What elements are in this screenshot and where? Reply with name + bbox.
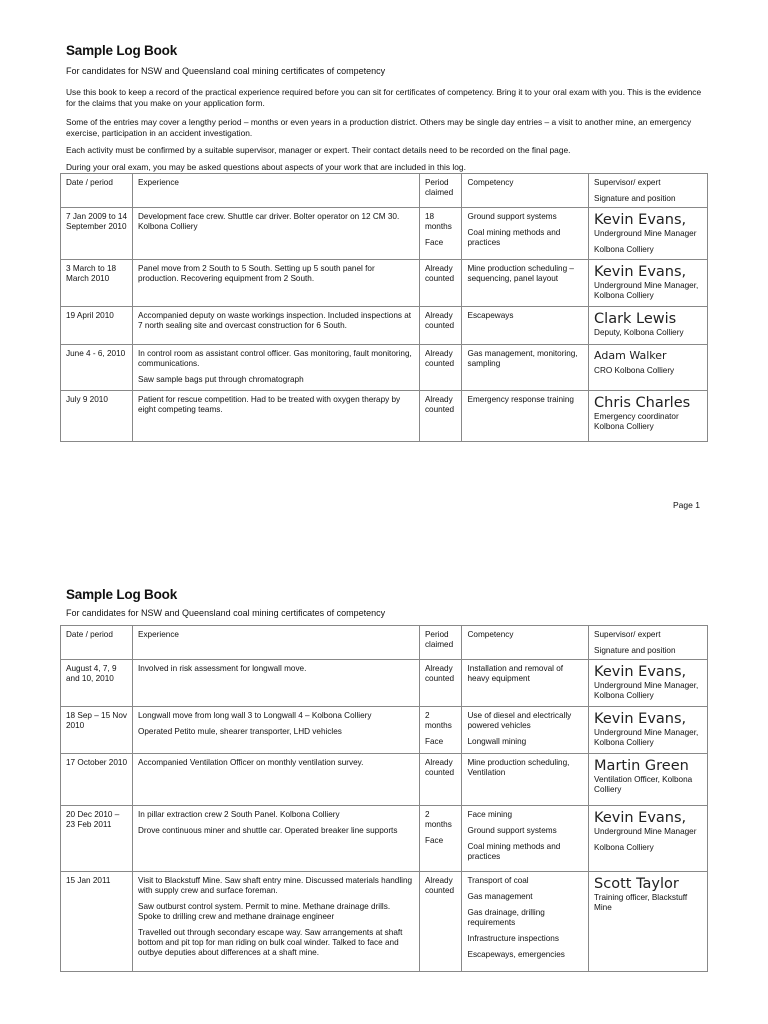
row-supervisor	[589, 391, 708, 442]
competency-line: Gas drainage, drilling requirements	[467, 908, 545, 927]
row-date: June 4 - 6, 2010	[61, 345, 133, 391]
competency-line: Use of diesel and electrically powered vehicles	[467, 711, 572, 730]
supervisor-position: Emergency coordinator Kolbona Colliery	[594, 412, 679, 431]
experience-line: Operated Petito mule, shearer transporter, LHD vehicles	[138, 727, 342, 736]
row-date: August 4, 7, 9 and 10, 2010	[61, 660, 133, 707]
table-header-row	[61, 626, 708, 660]
period-line: Already counted	[424, 758, 455, 777]
document-page-2	[0, 560, 768, 1024]
supervisor-position: Kolbona Colliery	[594, 245, 654, 254]
experience-line: Accompanied deputy on waste workings inspection. Included inspections at 7 north sealing site and overcast construction for 6 South.	[138, 311, 412, 330]
row-period	[419, 208, 462, 260]
row-experience	[133, 806, 420, 872]
row-competency	[462, 707, 589, 754]
period-line: 2 months	[424, 711, 452, 730]
row-supervisor	[589, 307, 708, 345]
table-row	[61, 391, 708, 442]
entries-paragraph: Some of the entries may cover a lengthy period – months or even years in a production district. Others may be single day entries – a visit to another mine, an emergency exercise, participation in an accident investigation.	[66, 117, 692, 138]
supervisor-position: Training officer, Blackstuff Mine	[594, 893, 688, 912]
table-header-row	[61, 174, 708, 208]
header-date: Date / period	[61, 174, 133, 208]
period-line: Face	[424, 737, 444, 746]
supervisor-signature: Clark Lewis	[594, 311, 677, 327]
table-row	[61, 872, 708, 972]
header-supervisor	[589, 174, 708, 208]
supervisor-signature: Kevin Evans,	[594, 711, 687, 727]
period-line: Face	[424, 836, 444, 845]
row-period	[419, 307, 462, 345]
row-date: 18 Sep – 15 Nov 2010	[61, 707, 133, 754]
competency-line: Ground support systems	[467, 212, 557, 221]
row-experience	[133, 307, 420, 345]
competency-line: Gas management	[467, 892, 533, 901]
experience-line: Panel move from 2 South to 5 South. Setting up 5 south panel for production. Recovering equipment from 2 South.	[138, 264, 375, 283]
row-experience	[133, 208, 420, 260]
row-date: 3 March to 18 March 2010	[61, 260, 133, 307]
page-title: Sample Log Book	[66, 43, 178, 58]
experience-line: Accompanied Ventilation Officer on monthly ventilation survey.	[138, 758, 364, 767]
experience-line: Patient for rescue competition. Had to be treated with oxygen therapy by eight competing teams.	[138, 395, 401, 414]
experience-line: In control room as assistant control officer. Gas monitoring, fault monitoring, communications.	[138, 349, 412, 368]
page-number: Page 1	[673, 500, 700, 510]
header-competency: Competency	[462, 174, 589, 208]
row-supervisor	[589, 707, 708, 754]
supervisor-signature: Kevin Evans,	[594, 212, 687, 228]
competency-line: Emergency response training	[467, 395, 574, 404]
supervisor-signature: Kevin Evans,	[594, 264, 687, 280]
table-row	[61, 307, 708, 345]
competency-line: Face mining	[467, 810, 513, 819]
table-row	[61, 345, 708, 391]
row-period	[419, 345, 462, 391]
supervisor-position: Underground Mine Manager	[594, 229, 697, 238]
period-line: Already counted	[424, 664, 455, 683]
row-competency	[462, 872, 589, 972]
log-table	[60, 625, 708, 972]
page-title: Sample Log Book	[66, 587, 178, 602]
experience-line: Drove continuous miner and shuttle car. Operated breaker line supports	[138, 826, 398, 835]
header-experience: Experience	[133, 174, 420, 208]
row-date: 17 October 2010	[61, 754, 133, 806]
competency-line: Ground support systems	[467, 826, 557, 835]
supervisor-position: Underground Mine Manager, Kolbona Colliery	[594, 728, 699, 747]
row-supervisor	[589, 660, 708, 707]
row-experience	[133, 754, 420, 806]
competency-line: Transport of coal	[467, 876, 529, 885]
header-competency: Competency	[462, 626, 589, 660]
period-line: Face	[424, 238, 444, 247]
row-period	[419, 872, 462, 972]
supervisor-signature: Chris Charles	[594, 395, 691, 411]
competency-line: Coal mining methods and practices	[467, 228, 561, 247]
row-competency	[462, 754, 589, 806]
table-row	[61, 754, 708, 806]
row-date: 19 April 2010	[61, 307, 133, 345]
row-date: 7 Jan 2009 to 14 September 2010	[61, 208, 133, 260]
experience-line: In pillar extraction crew 2 South Panel. Kolbona Colliery	[138, 810, 340, 819]
confirmation-paragraph: Each activity must be confirmed by a suitable supervisor, manager or expert. Their contact details need to be recorded on the final page.	[66, 145, 571, 155]
row-competency	[462, 806, 589, 872]
header-supervisor-sub: Signature and position	[594, 194, 676, 203]
table-row	[61, 260, 708, 307]
row-supervisor	[589, 872, 708, 972]
row-competency	[462, 391, 589, 442]
supervisor-position: Underground Mine Manager, Kolbona Colliery	[594, 681, 699, 700]
row-experience	[133, 345, 420, 391]
experience-line: Travelled out through secondary escape way. Saw arrangements at shaft bottom and pit top for man riding on bulk coal winder. Talked to face and outbye deputies about differences at a shaft mine.	[138, 928, 403, 957]
row-competency	[462, 208, 589, 260]
competency-line: Escapeways, emergencies	[467, 950, 565, 959]
row-competency	[462, 307, 589, 345]
row-date: 20 Dec 2010 – 23 Feb 2011	[61, 806, 133, 872]
competency-line: Gas management, monitoring, sampling	[467, 349, 578, 368]
row-supervisor	[589, 208, 708, 260]
row-supervisor	[589, 806, 708, 872]
header-period: Period claimed	[419, 626, 462, 660]
row-period	[419, 707, 462, 754]
row-date: July 9 2010	[61, 391, 133, 442]
period-line: Already counted	[424, 311, 455, 330]
period-line: Already counted	[424, 264, 455, 283]
competency-line: Installation and removal of heavy equipment	[467, 664, 564, 683]
header-supervisor-sub: Signature and position	[594, 646, 676, 655]
header-period: Period claimed	[419, 174, 462, 208]
competency-line: Coal mining methods and practices	[467, 842, 561, 861]
row-period	[419, 754, 462, 806]
table-row	[61, 208, 708, 260]
table-row	[61, 660, 708, 707]
supervisor-signature: Martin Green	[594, 758, 689, 774]
supervisor-signature: Kevin Evans,	[594, 664, 687, 680]
experience-line: Saw sample bags put through chromatograph	[138, 375, 304, 384]
supervisor-position: CRO Kolbona Colliery	[594, 366, 675, 375]
header-experience: Experience	[133, 626, 420, 660]
header-supervisor-label: Supervisor/ expert	[594, 178, 661, 187]
competency-line: Mine production scheduling, Ventilation	[467, 758, 570, 777]
row-competency	[462, 345, 589, 391]
competency-line: Escapeways	[467, 311, 514, 320]
period-line: Already counted	[424, 395, 455, 414]
supervisor-signature: Kevin Evans,	[594, 810, 687, 826]
row-experience	[133, 391, 420, 442]
competency-line: Mine production scheduling – sequencing, panel layout	[467, 264, 574, 283]
row-period	[419, 806, 462, 872]
supervisor-position: Kolbona Colliery	[594, 843, 654, 852]
supervisor-position: Ventilation Officer, Kolbona Colliery	[594, 775, 693, 794]
period-line: Already counted	[424, 876, 455, 895]
row-experience	[133, 707, 420, 754]
supervisor-position: Underground Mine Manager	[594, 827, 697, 836]
experience-line: Visit to Blackstuff Mine. Saw shaft entry mine. Discussed materials handling with supply crew and surface foreman.	[138, 876, 413, 895]
row-period	[419, 391, 462, 442]
table-row	[61, 707, 708, 754]
supervisor-signature: Adam Walker	[594, 349, 667, 362]
row-experience	[133, 260, 420, 307]
period-line: Already counted	[424, 349, 455, 368]
oral-exam-paragraph: During your oral exam, you may be asked questions about aspects of your work that are included in this log.	[66, 162, 466, 172]
row-period	[419, 660, 462, 707]
row-date: 15 Jan 2011	[61, 872, 133, 972]
row-supervisor	[589, 345, 708, 391]
log-table	[60, 173, 708, 442]
competency-line: Longwall mining	[467, 737, 527, 746]
experience-line: Involved in risk assessment for longwall move.	[138, 664, 307, 673]
row-supervisor	[589, 260, 708, 307]
header-date: Date / period	[61, 626, 133, 660]
experience-line: Saw outburst control system. Permit to mine. Methane drainage drills. Spoke to drilling crew and methane drainage engineer	[138, 902, 391, 921]
period-line: 2 months	[424, 810, 452, 829]
page-subtitle: For candidates for NSW and Queensland coal mining certificates of competency	[66, 608, 386, 618]
header-supervisor-label: Supervisor/ expert	[594, 630, 661, 639]
row-period	[419, 260, 462, 307]
row-supervisor	[589, 754, 708, 806]
supervisor-position: Underground Mine Manager, Kolbona Colliery	[594, 281, 699, 300]
intro-paragraph: Use this book to keep a record of the practical experience required before you can sit for certificates of competency. Bring it to your oral exam with you. This is the evidence for the claims that you make on your application form.	[66, 87, 702, 108]
page-subtitle: For candidates for NSW and Queensland coal mining certificates of competency	[66, 66, 386, 76]
supervisor-signature: Scott Taylor	[594, 876, 679, 892]
header-supervisor	[589, 626, 708, 660]
table-row	[61, 806, 708, 872]
experience-line: Longwall move from long wall 3 to Longwall 4 – Kolbona Colliery	[138, 711, 372, 720]
row-experience	[133, 660, 420, 707]
experience-line: Development face crew. Shuttle car driver. Bolter operator on 12 CM 30. Kolbona Colliery	[138, 212, 400, 231]
supervisor-position: Deputy, Kolbona Colliery	[594, 328, 684, 337]
competency-line: Infrastructure inspections	[467, 934, 559, 943]
row-competency	[462, 660, 589, 707]
period-line: 18 months	[424, 212, 452, 231]
row-experience	[133, 872, 420, 972]
row-competency	[462, 260, 589, 307]
